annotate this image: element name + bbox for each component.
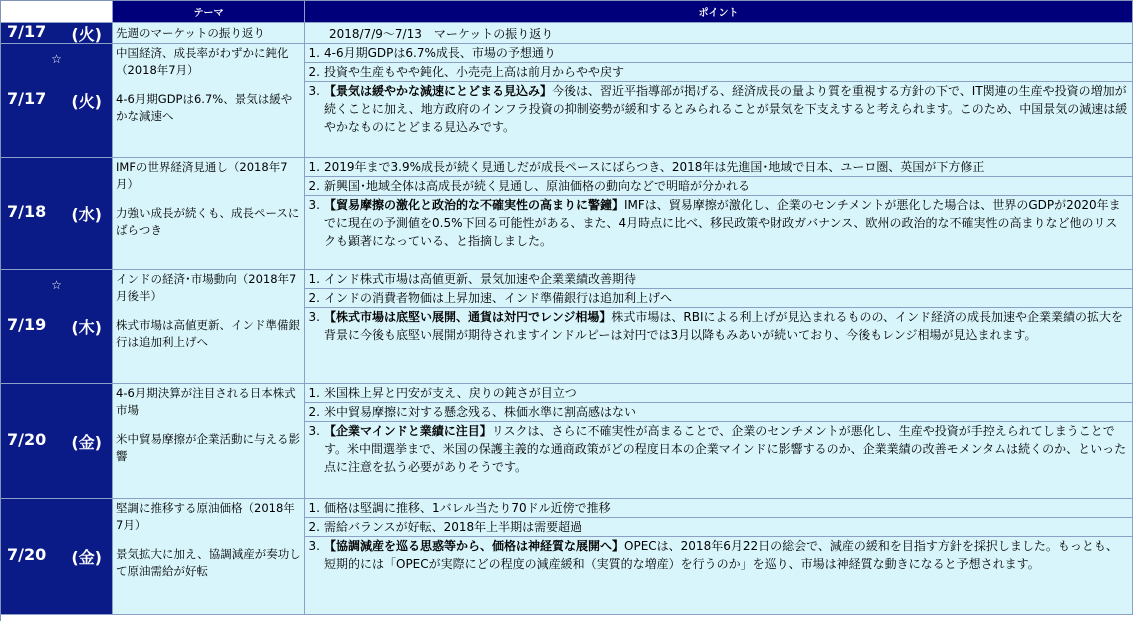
row-theme[interactable] xyxy=(113,44,305,158)
point-text xyxy=(322,63,1132,81)
point-item xyxy=(305,44,1132,63)
row-points xyxy=(305,44,1133,158)
header-blank xyxy=(1,1,113,23)
point-text xyxy=(322,196,1132,269)
point-text xyxy=(322,422,1132,498)
point-body: 2019年まで3.9%成長が続く見通しだが成長ペースにばらつき、2018年は先進国･地域で日本、ユーロ圏、英国が下方修正 xyxy=(324,160,985,174)
point-body: 4-6月期GDPは6.7%成長、市場の予想通り xyxy=(324,46,556,60)
point-bold: 【貿易摩擦の激化と政治的な不確実性の高まりに警鐘】 xyxy=(324,198,625,212)
row-date: 7/19 xyxy=(7,315,47,334)
row-day: (水) xyxy=(71,205,102,224)
row-date: 7/17 xyxy=(7,89,47,108)
theme-subtitle: 米中貿易摩擦が企業活動に与える影響 xyxy=(116,432,300,463)
row-day: (火) xyxy=(71,92,102,111)
star-icon: ☆ xyxy=(51,278,62,292)
point-item xyxy=(305,422,1132,498)
point-number: 1. xyxy=(308,272,320,286)
point-body: IMFは、貿易摩擦が激化し、企業のセンチメントが悪化した場合は、世界のGDPが2020年までに現在の予測値を0.5%下回る可能性がある、また、4月時点に比べ、移民政策や財政ガバナンス、欧州の政治的な不確実性の高まりなど他のリスクも顕著になっている、と指摘しました。 xyxy=(324,198,1121,248)
point-text xyxy=(322,177,1132,195)
point-number: 3. xyxy=(308,310,320,324)
point-text xyxy=(322,308,1132,383)
theme-subtitle: 株式市場は高値更新、インド準備銀行は追加利上げへ xyxy=(116,318,300,349)
row-date-cell xyxy=(1,384,113,499)
point-body: 需給バランスが好転、2018年上半期は需要超過 xyxy=(324,520,583,534)
point-number: 2. xyxy=(308,520,320,534)
point-number: 2. xyxy=(308,291,320,305)
row-day: (金) xyxy=(71,432,102,452)
point-text xyxy=(322,270,1132,288)
row-day: (金) xyxy=(71,548,102,567)
row-date: 7/18 xyxy=(7,202,47,221)
point-body: 米国株上昇と円安が支え、戻りの鈍さが目立つ xyxy=(324,386,577,400)
theme-subtitle: 4-6月期GDPは6.7%、景気は緩やかな減速へ xyxy=(116,92,293,123)
theme-subtitle: 力強い成長が続くも、成長ペースにばらつき xyxy=(116,206,300,237)
point-number: 2. xyxy=(308,65,320,79)
row-theme[interactable] xyxy=(113,384,305,499)
point-bold: 【景気は緩やかな減速にとどまる見込み】 xyxy=(324,84,553,98)
row-date-cell xyxy=(1,44,113,158)
point-item xyxy=(305,403,1132,422)
row-date-cell xyxy=(1,499,113,615)
row-points xyxy=(305,158,1133,270)
point-number: 1. xyxy=(308,501,320,515)
point-number: 1. xyxy=(308,46,320,60)
point-item xyxy=(305,82,1132,157)
point-body: 新興国･地域全体は高成長が続く見通し、原油価格の動向などで明暗が分かれる xyxy=(324,179,751,193)
week-day: (火) xyxy=(71,24,102,44)
week-date: 7/17 xyxy=(7,23,47,41)
point-item xyxy=(305,518,1132,537)
point-number: 3. xyxy=(308,84,320,98)
theme-title[interactable]: 中国経済、成長率がわずかに鈍化（2018年7月） xyxy=(116,46,289,77)
row-theme[interactable] xyxy=(113,158,305,270)
point-body: リスクは、さらに不確実性が高まることで、企業のセンチメントが悪化し、生産や投資が手控えられてしまうことです。米中間選挙まで、米国の保護主義的な通商政策がどの程度日本の企業マインドに影響するのか、企業業績の改善モメンタムは続くのか、といった点に注意を払う必要がありそうです。 xyxy=(324,424,1127,474)
point-body: 今後は、習近平指導部が掲げる、経済成長の量より質を重視する方針の下で、IT関連の生産や投資の増加が続くことに加え、地方政府のインフラ投資の抑制姿勢が緩和するとみられることが景気を下支えすると考えられます。このため、中国景気の減速は緩やかなものにとどまる見込みです。 xyxy=(324,84,1128,134)
header-theme: テーマ xyxy=(113,1,305,23)
point-body: インドの消費者物価は上昇加速、インド準備銀行は追加利上げへ xyxy=(324,291,673,305)
point-item xyxy=(305,289,1132,308)
point-text xyxy=(322,289,1132,307)
row-theme[interactable] xyxy=(113,499,305,615)
point-item xyxy=(305,308,1132,383)
row-date-cell xyxy=(1,270,113,384)
point-body: 株式市場は、RBIによる利上げが見込まれるものの、インド経済の成長加速や企業業績の拡大を背景に今後も底堅い展開が期待されますインドルピーは対円では3月以降もみあいが続いており、今後もレンジ相場が見込まれます。 xyxy=(324,310,1124,342)
week-theme[interactable]: 先週のマーケットの振り返り xyxy=(113,23,305,44)
row-date: 7/20 xyxy=(7,545,47,564)
point-item xyxy=(305,384,1132,403)
star-icon: ☆ xyxy=(51,52,62,66)
point-body: 米中貿易摩擦に対する懸念残る、株価水準に割高感はない xyxy=(324,405,637,419)
point-item xyxy=(305,499,1132,518)
row-date-cell xyxy=(1,158,113,270)
point-item xyxy=(305,537,1132,614)
point-body: インド株式市場は高値更新、景気加速や企業業績改善期待 xyxy=(324,272,637,286)
point-text xyxy=(322,499,1132,517)
point-text xyxy=(322,384,1132,402)
point-bold: 【企業マインドと業績に注目】 xyxy=(324,424,492,438)
theme-title[interactable]: 堅調に推移する原油価格（2018年7月） xyxy=(116,501,295,532)
week-point: 2018/7/9～7/13 マーケットの振り返り xyxy=(305,23,1133,44)
point-text xyxy=(322,158,1132,176)
theme-title[interactable]: IMFの世界経済見通し（2018年7月） xyxy=(116,160,288,191)
point-number: 2. xyxy=(308,405,320,419)
row-points xyxy=(305,384,1133,499)
point-item xyxy=(305,63,1132,82)
point-number: 1. xyxy=(308,160,320,174)
theme-title[interactable]: 4-6月期決算が注目される日本株式市場 xyxy=(116,386,296,417)
week-date-cell xyxy=(1,23,113,44)
point-text xyxy=(322,518,1132,536)
point-number: 3. xyxy=(308,424,320,438)
point-body: OPECは、2018年6月22日の総会で、減産の緩和を目指す方針を採択しました。もっとも、短期的には「OPECが実際にどの程度の減産緩和（実質的な増産）を行うのか」を巡り、市場は神経質な動きになると予想されます。 xyxy=(324,539,1118,571)
point-text xyxy=(322,44,1132,62)
point-item xyxy=(305,158,1132,177)
point-number: 3. xyxy=(308,198,320,212)
header-point: ポイント xyxy=(305,1,1133,23)
point-body: 価格は堅調に推移、1バレル当たり70ドル近傍で推移 xyxy=(324,501,611,515)
theme-subtitle: 景気拡大に加え、協調減産が奏功して原油需給が好転 xyxy=(116,547,301,578)
point-bold: 【協調減産を巡る思惑等から、価格は神経質な展開へ】 xyxy=(324,539,625,553)
row-theme[interactable] xyxy=(113,270,305,384)
point-item xyxy=(305,196,1132,269)
point-body: 投資や生産もやや鈍化、小売売上高は前月からやや戻す xyxy=(324,65,625,79)
row-points xyxy=(305,499,1133,615)
point-bold: 【株式市場は底堅い展開、通貨は対円でレンジ相場】 xyxy=(324,310,612,324)
row-day: (木) xyxy=(71,318,102,337)
row-date: 7/20 xyxy=(7,429,47,449)
point-text xyxy=(322,82,1132,157)
point-item xyxy=(305,270,1132,289)
point-text xyxy=(322,403,1132,421)
theme-title[interactable]: インドの経済･市場動向（2018年7月後半） xyxy=(116,272,297,303)
point-item xyxy=(305,177,1132,196)
row-points xyxy=(305,270,1133,384)
point-number: 3. xyxy=(308,539,320,553)
point-number: 2. xyxy=(308,179,320,193)
point-text xyxy=(322,537,1132,614)
point-number: 1. xyxy=(308,386,320,400)
